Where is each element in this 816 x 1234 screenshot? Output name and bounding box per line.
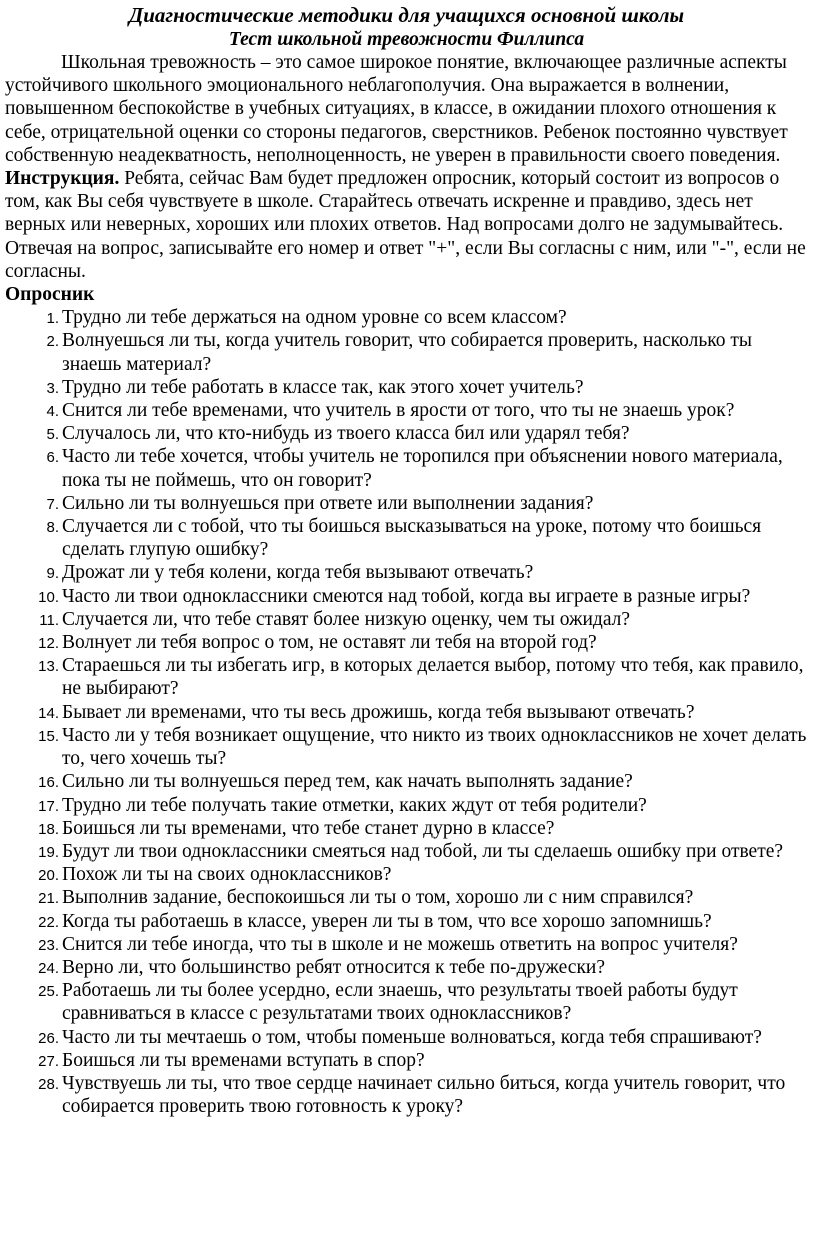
question-text: Верно ли, что большинство ребят относится к тебе по-дружески? bbox=[62, 956, 606, 978]
question-text: Когда ты работаешь в классе, уверен ли ты в том, что все хорошо запомнишь? bbox=[62, 910, 712, 932]
question-text: Трудно ли тебе держаться на одном уровне со всем классом? bbox=[62, 307, 567, 329]
question-number: 25. bbox=[38, 983, 59, 1001]
question-number: 27. bbox=[38, 1052, 59, 1070]
question-item bbox=[5, 422, 808, 445]
document-title: Диагностические методики для учащихся основной школы bbox=[128, 3, 685, 27]
question-text: Трудно ли тебе работать в классе так, как этого хочет учитель? bbox=[62, 376, 584, 398]
intro-paragraph: Школьная тревожность – это самое широкое понятие, включающее различные аспекты устойчивого школьного эмоционального неблагополучия. Она выражается в волнении, повышенном беспокойстве в учебных ситуациях, в классе, в ожидании плохого отношения к себе, отрицательной оценки со стороны педагогов, сверстников. Ребенок постоянно чувствует собственную неадекватность, неполноценность, не уверен в правильности своего поведения. bbox=[5, 52, 788, 166]
question-number: 5. bbox=[46, 426, 59, 444]
question-number: 4. bbox=[46, 403, 59, 421]
question-item bbox=[5, 840, 808, 863]
question-text: Стараешься ли ты избегать игр, в которых делается выбор, потому что тебя, как правило, не выбирают? bbox=[62, 655, 804, 700]
question-number: 22. bbox=[38, 913, 59, 931]
question-number: 6. bbox=[46, 449, 59, 467]
question-number: 18. bbox=[38, 820, 59, 838]
question-number: 14. bbox=[38, 704, 59, 722]
question-item bbox=[5, 701, 808, 724]
question-item bbox=[5, 817, 808, 840]
question-text: Волнует ли тебя вопрос о том, не оставят ли тебя на второй год? bbox=[62, 632, 597, 654]
question-item bbox=[5, 561, 808, 584]
question-number: 13. bbox=[38, 658, 59, 676]
question-number: 11. bbox=[39, 611, 59, 629]
question-item bbox=[5, 910, 808, 933]
question-text: Выполнив задание, беспокоишься ли ты о том, хорошо ли с ним справился? bbox=[62, 887, 694, 909]
instruction-text: Ребята, сейчас Вам будет предложен опросник, который состоит из вопросов о том, как Вы себя чувствуете в школе. Старайтесь отвечать искренне и правдиво, здесь нет верных или неверных, хороших или плохих ответов. Над вопросами долго не задумывайтесь. Отвечая на вопрос, записывайте его номер и ответ "+", если Вы согласны с ним, или "-", если не согласны. bbox=[5, 168, 806, 282]
question-item bbox=[5, 886, 808, 909]
question-item bbox=[5, 863, 808, 886]
question-item bbox=[5, 445, 808, 491]
question-number: 8. bbox=[46, 519, 59, 537]
question-item bbox=[5, 329, 808, 375]
question-number: 2. bbox=[46, 333, 59, 351]
question-text: Снится ли тебе временами, что учитель в ярости от того, что ты не знаешь урок? bbox=[62, 400, 735, 422]
question-number: 3. bbox=[46, 379, 59, 397]
question-number: 19. bbox=[38, 843, 59, 861]
question-text: Чувствуешь ли ты, что твое сердце начинает сильно биться, когда учитель говорит, что собирается проверить твою готовность к уроку? bbox=[62, 1072, 786, 1118]
question-item bbox=[5, 654, 808, 700]
question-item bbox=[5, 1026, 808, 1049]
question-text: Бывает ли временами, что ты весь дрожишь, когда тебя вызывают отвечать? bbox=[62, 701, 695, 723]
question-text: Похож ли ты на своих одноклассников? bbox=[62, 864, 392, 886]
question-number: 23. bbox=[38, 936, 59, 954]
question-item bbox=[5, 933, 808, 956]
question-text: Сильно ли ты волнуешься при ответе или выполнении задания? bbox=[62, 492, 594, 514]
question-text: Боишься ли ты временами вступать в спор? bbox=[62, 1049, 425, 1071]
document-subtitle: Тест школьной тревожности Филлипса bbox=[228, 29, 585, 50]
question-number: 21. bbox=[38, 890, 59, 908]
question-number: 28. bbox=[38, 1075, 59, 1093]
question-number: 1. bbox=[46, 310, 59, 328]
question-number: 7. bbox=[46, 495, 59, 513]
question-number: 16. bbox=[38, 774, 59, 792]
question-text: Сильно ли ты волнуешься перед тем, как начать выполнять задание? bbox=[62, 771, 633, 793]
question-number: 20. bbox=[38, 867, 59, 885]
question-number: 17. bbox=[38, 797, 59, 815]
question-number: 10. bbox=[38, 588, 59, 606]
question-text: Часто ли твои одноклассники смеются над тобой, когда вы играете в разные игры? bbox=[62, 585, 751, 607]
question-number: 24. bbox=[38, 959, 59, 977]
question-item bbox=[5, 608, 808, 631]
question-item bbox=[5, 631, 808, 654]
question-item bbox=[5, 724, 808, 770]
instruction-paragraph bbox=[5, 167, 808, 283]
question-number: 15. bbox=[38, 727, 59, 745]
question-item bbox=[5, 376, 808, 399]
question-text: Работаешь ли ты более усердно, если знаешь, что результаты твоей работы будут сравниваться в классе с результатами твоих одноклассников? bbox=[62, 980, 738, 1025]
question-number: 9. bbox=[46, 565, 59, 583]
question-text: Часто ли тебе хочется, чтобы учитель не торопился при объяснении нового материала, пока ты не поймешь, что он говорит? bbox=[62, 446, 783, 491]
question-item bbox=[5, 585, 808, 608]
question-text: Случается ли с тобой, что ты боишься высказываться на уроке, потому что боишься сделать глупую ошибку? bbox=[62, 516, 762, 561]
question-text: Случается ли, что тебе ставят более низкую оценку, чем ты ожидал? bbox=[62, 608, 631, 630]
instruction-label: Инструкция. bbox=[5, 168, 120, 190]
question-item bbox=[5, 399, 808, 422]
question-item bbox=[5, 979, 808, 1025]
question-text: Дрожат ли у тебя колени, когда тебя вызывают отвечать? bbox=[62, 562, 534, 584]
questionnaire-heading: Опросник bbox=[5, 284, 95, 306]
question-item bbox=[5, 1072, 808, 1118]
question-text: Волнуешься ли ты, когда учитель говорит, что собирается проверить, насколько ты знаешь материал? bbox=[62, 330, 752, 375]
question-text: Снится ли тебе иногда, что ты в школе и не можешь ответить на вопрос учителя? bbox=[62, 933, 738, 955]
question-item bbox=[5, 956, 808, 979]
question-number: 26. bbox=[38, 1029, 59, 1047]
question-text: Трудно ли тебе получать такие отметки, каких ждут от тебя родители? bbox=[62, 794, 647, 816]
question-number: 12. bbox=[38, 635, 59, 653]
question-text: Случалось ли, что кто-нибудь из твоего класса бил или ударял тебя? bbox=[62, 423, 630, 445]
question-item bbox=[5, 306, 808, 329]
question-item bbox=[5, 492, 808, 515]
question-item bbox=[5, 1049, 808, 1072]
question-item bbox=[5, 794, 808, 817]
question-item bbox=[5, 515, 808, 561]
question-item bbox=[5, 770, 808, 793]
question-text: Боишься ли ты временами, что тебе станет дурно в классе? bbox=[62, 817, 555, 839]
question-list bbox=[5, 306, 808, 1118]
question-text: Будут ли твои одноклассники смеяться над тобой, ли ты сделаешь ошибку при ответе? bbox=[62, 840, 784, 862]
question-text: Часто ли ты мечтаешь о том, чтобы поменьше волноваться, когда тебя спрашивают? bbox=[62, 1026, 762, 1048]
question-text: Часто ли у тебя возникает ощущение, что никто из твоих одноклассников не хочет делать то, чего хочешь ты? bbox=[62, 724, 807, 770]
